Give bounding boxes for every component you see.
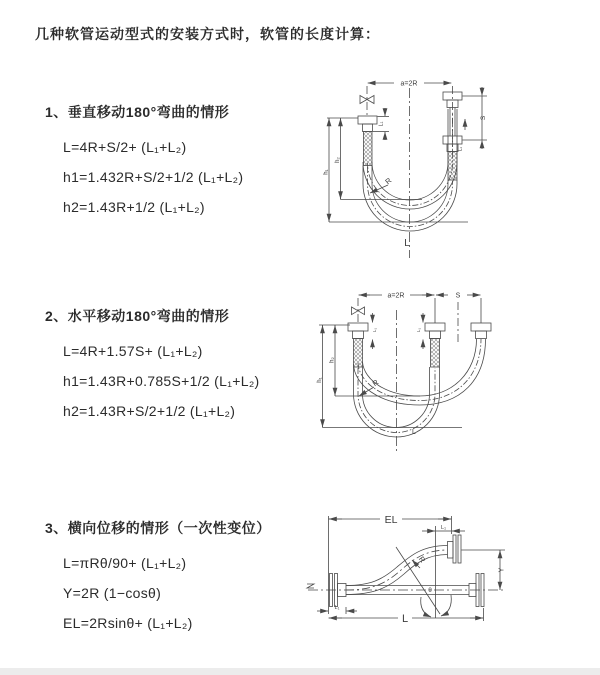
hose-position-2 xyxy=(354,339,486,405)
dim-s-label: S xyxy=(480,115,487,121)
dim-el-label: EL xyxy=(384,514,398,526)
formula-h1: h1=1.432R+S/2+1/2 (L₁+L₂) xyxy=(63,169,244,185)
dim-h1-label: h₁ xyxy=(317,377,323,383)
dim-l1-label: L₁ xyxy=(334,605,340,611)
formula-y: Y=2R (1−cosθ) xyxy=(63,585,162,601)
formula-h2: h2=1.43R+S/2+1/2 (L₁+L₂) xyxy=(63,403,236,419)
hose-displaced-position xyxy=(346,546,448,595)
formula-h2: h2=1.43R+1/2 (L₁+L₂) xyxy=(63,199,205,215)
dim-s-label: S xyxy=(455,292,461,300)
dim-r-label: R xyxy=(370,377,381,389)
dim-h2-label: h₂ xyxy=(329,357,336,363)
valve-icon xyxy=(352,307,365,315)
dim-a-label: a=2R xyxy=(387,292,405,300)
dim-l-label: L xyxy=(404,238,410,249)
section-3-heading: 3、横向位移的情形（一次性变位） xyxy=(45,520,271,536)
dim-h2-label: h₂ xyxy=(335,157,341,163)
dim-l1-label: L₁ xyxy=(441,525,446,531)
page-bottom-edge xyxy=(0,668,600,675)
hose-lower-position xyxy=(363,166,457,232)
formula-length: L=4R+1.57S+ (L₁+L₂) xyxy=(63,343,203,359)
dim-a-label: a=2R xyxy=(400,80,418,88)
section-vertical-movement xyxy=(45,102,243,222)
dim-r-label: R xyxy=(416,554,428,565)
section-horizontal-movement xyxy=(45,306,260,426)
section-2-heading: 2、水平移动180°弯曲的情形 xyxy=(45,308,230,324)
lateral-displacement-drawing xyxy=(300,500,600,665)
formula-length: L=πRθ/90+ (L₁+L₂) xyxy=(63,555,187,571)
moving-end-fitting-pos2 xyxy=(471,323,491,339)
dim-l-label: L xyxy=(412,429,416,436)
dim-l1-label: L₁ xyxy=(416,327,421,333)
dim-r-label: R xyxy=(383,175,394,187)
vertical-180-bend-drawing xyxy=(310,68,590,268)
formula-el: EL=2Rsinθ+ (L₁+L₂) xyxy=(63,615,193,631)
centerline-break-mark xyxy=(307,584,314,588)
moving-end-fitting-pos1 xyxy=(425,323,445,367)
dim-l1-label: L₁ xyxy=(378,121,385,127)
dim-l1-label: L₁ xyxy=(372,327,377,333)
horizontal-180-bend-drawing xyxy=(310,282,590,460)
page-title: 几种软管运动型式的安装方式时，软管的长度计算： xyxy=(35,26,380,42)
dim-h1-label: h₁ xyxy=(323,169,330,175)
formula-h1: h1=1.43R+0.785S+1/2 (L₁+L₂) xyxy=(63,373,260,389)
dim-l-label: L xyxy=(401,613,409,625)
dim-l1-label: L₁ xyxy=(457,146,464,152)
displaced-end-flange xyxy=(448,535,462,563)
formula-length: L=4R+S/2+ (L₁+L₂) xyxy=(63,139,187,155)
section-1-heading: 1、垂直移动180°弯曲的情形 xyxy=(45,104,230,120)
dim-y-label: Y xyxy=(498,567,506,573)
fixed-end-fitting xyxy=(358,116,377,166)
section-lateral-displacement xyxy=(45,518,271,638)
fixed-end-fitting xyxy=(348,323,368,367)
angle-theta-label: θ xyxy=(428,587,432,594)
